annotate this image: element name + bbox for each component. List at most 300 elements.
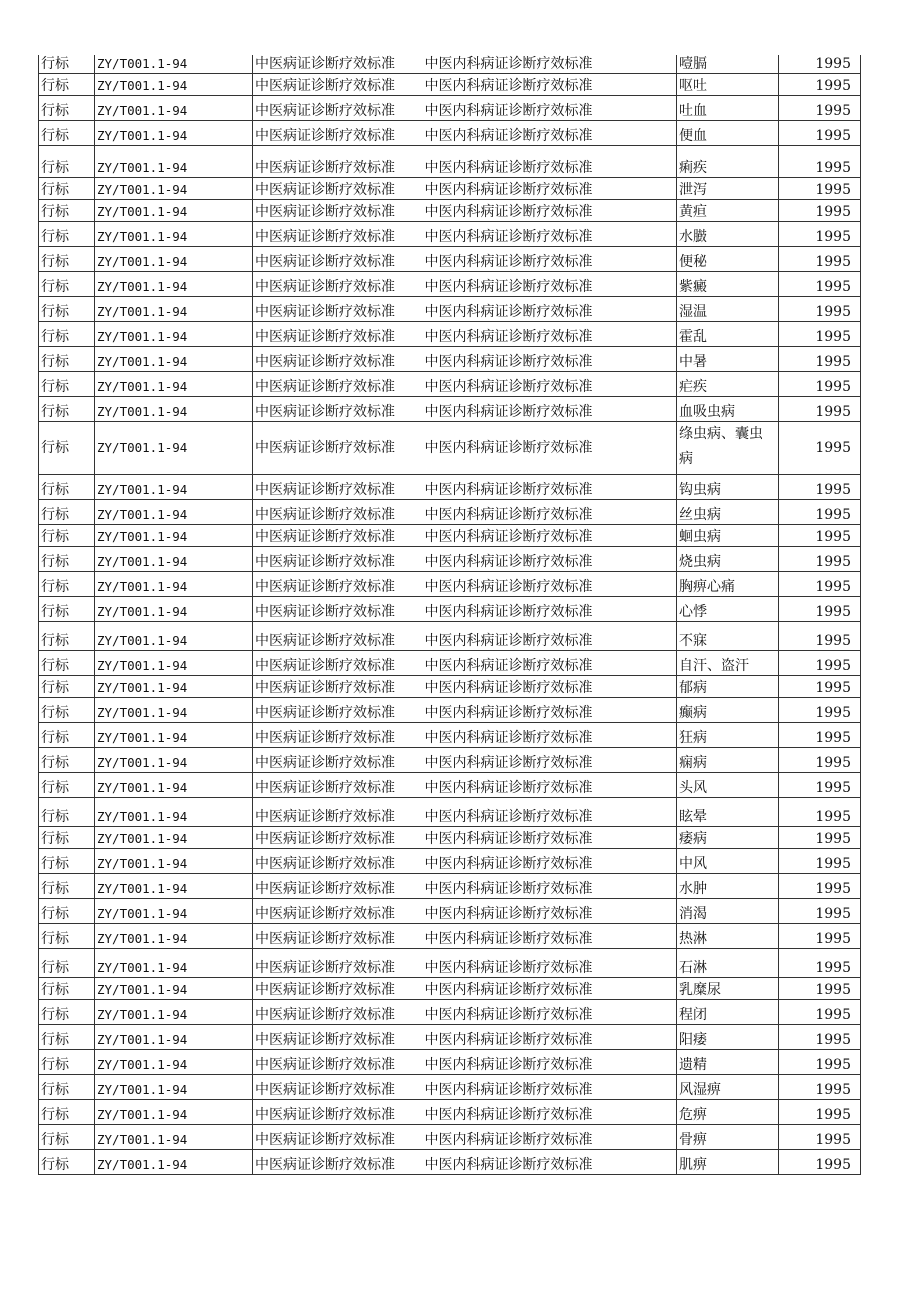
cell-publication: 中医病证诊断疗效标准 bbox=[253, 849, 419, 874]
table-row bbox=[39, 874, 861, 899]
cell-year: 1995 bbox=[779, 572, 861, 597]
cell-year: 1995 bbox=[779, 899, 861, 924]
cell-publication: 中医病证诊断疗效标准 bbox=[253, 827, 419, 849]
table-row bbox=[39, 676, 861, 698]
cell-code: ZY/T001.1-94 bbox=[95, 372, 253, 397]
table-row bbox=[39, 96, 861, 121]
cell-year: 1995 bbox=[779, 1150, 861, 1175]
cell-publication: 中医病证诊断疗效标准 bbox=[253, 372, 419, 397]
cell-type: 行标 bbox=[39, 748, 95, 773]
cell-code: ZY/T001.1-94 bbox=[95, 1050, 253, 1075]
cell-disease: 心悸 bbox=[677, 597, 779, 622]
cell-disease: 头风 bbox=[677, 773, 779, 798]
table-row bbox=[39, 146, 861, 178]
cell-disease: 钩虫病 bbox=[677, 475, 779, 500]
table-row bbox=[39, 651, 861, 676]
cell-year: 1995 bbox=[779, 422, 861, 475]
cell-code: ZY/T001.1-94 bbox=[95, 55, 253, 74]
cell-subtitle: 中医内科病证诊断疗效标准 bbox=[419, 272, 677, 297]
table-row bbox=[39, 622, 861, 651]
cell-publication: 中医病证诊断疗效标准 bbox=[253, 899, 419, 924]
cell-type: 行标 bbox=[39, 597, 95, 622]
cell-code: ZY/T001.1-94 bbox=[95, 924, 253, 949]
cell-publication: 中医病证诊断疗效标准 bbox=[253, 222, 419, 247]
cell-code: ZY/T001.1-94 bbox=[95, 651, 253, 676]
cell-publication: 中医病证诊断疗效标准 bbox=[253, 949, 419, 978]
cell-year: 1995 bbox=[779, 849, 861, 874]
cell-type: 行标 bbox=[39, 272, 95, 297]
cell-disease: 阳痿 bbox=[677, 1025, 779, 1050]
cell-type: 行标 bbox=[39, 322, 95, 347]
cell-type: 行标 bbox=[39, 978, 95, 1000]
cell-disease: 骨痹 bbox=[677, 1125, 779, 1150]
cell-disease: 霍乱 bbox=[677, 322, 779, 347]
cell-subtitle: 中医内科病证诊断疗效标准 bbox=[419, 1100, 677, 1125]
cell-year: 1995 bbox=[779, 347, 861, 372]
cell-disease: 黄疸 bbox=[677, 200, 779, 222]
table-row bbox=[39, 1050, 861, 1075]
cell-code: ZY/T001.1-94 bbox=[95, 247, 253, 272]
cell-year: 1995 bbox=[779, 322, 861, 347]
cell-type: 行标 bbox=[39, 297, 95, 322]
cell-disease: 吐血 bbox=[677, 96, 779, 121]
table-row bbox=[39, 547, 861, 572]
table-row bbox=[39, 1075, 861, 1100]
cell-year: 1995 bbox=[779, 178, 861, 200]
cell-disease: 丝虫病 bbox=[677, 500, 779, 525]
cell-subtitle: 中医内科病证诊断疗效标准 bbox=[419, 1125, 677, 1150]
cell-year: 1995 bbox=[779, 874, 861, 899]
cell-disease: 石淋 bbox=[677, 949, 779, 978]
cell-year: 1995 bbox=[779, 827, 861, 849]
cell-type: 行标 bbox=[39, 96, 95, 121]
cell-type: 行标 bbox=[39, 1125, 95, 1150]
cell-publication: 中医病证诊断疗效标准 bbox=[253, 1125, 419, 1150]
cell-publication: 中医病证诊断疗效标准 bbox=[253, 525, 419, 547]
cell-code: ZY/T001.1-94 bbox=[95, 827, 253, 849]
cell-subtitle: 中医内科病证诊断疗效标准 bbox=[419, 949, 677, 978]
table-row bbox=[39, 247, 861, 272]
cell-disease: 消渴 bbox=[677, 899, 779, 924]
cell-type: 行标 bbox=[39, 651, 95, 676]
cell-type: 行标 bbox=[39, 1025, 95, 1050]
cell-disease: 水臌 bbox=[677, 222, 779, 247]
cell-disease: 癫病 bbox=[677, 698, 779, 723]
table-row bbox=[39, 1150, 861, 1175]
cell-publication: 中医病证诊断疗效标准 bbox=[253, 121, 419, 146]
cell-code: ZY/T001.1-94 bbox=[95, 798, 253, 827]
cell-subtitle: 中医内科病证诊断疗效标准 bbox=[419, 397, 677, 422]
table-row bbox=[39, 397, 861, 422]
cell-type: 行标 bbox=[39, 500, 95, 525]
standards-table bbox=[38, 55, 861, 1175]
cell-publication: 中医病证诊断疗效标准 bbox=[253, 96, 419, 121]
cell-type: 行标 bbox=[39, 222, 95, 247]
cell-subtitle: 中医内科病证诊断疗效标准 bbox=[419, 723, 677, 748]
cell-code: ZY/T001.1-94 bbox=[95, 676, 253, 698]
table-row bbox=[39, 899, 861, 924]
cell-type: 行标 bbox=[39, 74, 95, 96]
cell-code: ZY/T001.1-94 bbox=[95, 297, 253, 322]
cell-code: ZY/T001.1-94 bbox=[95, 200, 253, 222]
cell-disease: 狂病 bbox=[677, 723, 779, 748]
cell-code: ZY/T001.1-94 bbox=[95, 874, 253, 899]
cell-code: ZY/T001.1-94 bbox=[95, 347, 253, 372]
cell-subtitle: 中医内科病证诊断疗效标准 bbox=[419, 475, 677, 500]
cell-publication: 中医病证诊断疗效标准 bbox=[253, 651, 419, 676]
table-row bbox=[39, 849, 861, 874]
cell-disease: 血吸虫病 bbox=[677, 397, 779, 422]
cell-year: 1995 bbox=[779, 222, 861, 247]
cell-publication: 中医病证诊断疗效标准 bbox=[253, 1000, 419, 1025]
table-row bbox=[39, 698, 861, 723]
table-row bbox=[39, 1125, 861, 1150]
cell-subtitle: 中医内科病证诊断疗效标准 bbox=[419, 874, 677, 899]
cell-type: 行标 bbox=[39, 372, 95, 397]
cell-publication: 中医病证诊断疗效标准 bbox=[253, 297, 419, 322]
cell-type: 行标 bbox=[39, 397, 95, 422]
cell-year: 1995 bbox=[779, 1125, 861, 1150]
cell-subtitle: 中医内科病证诊断疗效标准 bbox=[419, 55, 677, 74]
cell-year: 1995 bbox=[779, 798, 861, 827]
cell-subtitle: 中医内科病证诊断疗效标准 bbox=[419, 297, 677, 322]
cell-subtitle: 中医内科病证诊断疗效标准 bbox=[419, 1150, 677, 1175]
cell-code: ZY/T001.1-94 bbox=[95, 1125, 253, 1150]
table-row bbox=[39, 924, 861, 949]
cell-type: 行标 bbox=[39, 849, 95, 874]
cell-publication: 中医病证诊断疗效标准 bbox=[253, 1150, 419, 1175]
cell-year: 1995 bbox=[779, 475, 861, 500]
cell-disease: 遗精 bbox=[677, 1050, 779, 1075]
cell-publication: 中医病证诊断疗效标准 bbox=[253, 74, 419, 96]
cell-disease: 湿温 bbox=[677, 297, 779, 322]
cell-year: 1995 bbox=[779, 773, 861, 798]
cell-type: 行标 bbox=[39, 525, 95, 547]
cell-type: 行标 bbox=[39, 178, 95, 200]
cell-publication: 中医病证诊断疗效标准 bbox=[253, 146, 419, 178]
cell-disease: 痫病 bbox=[677, 748, 779, 773]
cell-year: 1995 bbox=[779, 676, 861, 698]
cell-disease: 不寐 bbox=[677, 622, 779, 651]
cell-disease: 程闭 bbox=[677, 1000, 779, 1025]
cell-disease: 痿病 bbox=[677, 827, 779, 849]
cell-year: 1995 bbox=[779, 372, 861, 397]
cell-type: 行标 bbox=[39, 121, 95, 146]
cell-code: ZY/T001.1-94 bbox=[95, 322, 253, 347]
cell-code: ZY/T001.1-94 bbox=[95, 597, 253, 622]
cell-code: ZY/T001.1-94 bbox=[95, 949, 253, 978]
cell-code: ZY/T001.1-94 bbox=[95, 500, 253, 525]
cell-publication: 中医病证诊断疗效标准 bbox=[253, 272, 419, 297]
cell-subtitle: 中医内科病证诊断疗效标准 bbox=[419, 500, 677, 525]
cell-type: 行标 bbox=[39, 1075, 95, 1100]
cell-code: ZY/T001.1-94 bbox=[95, 698, 253, 723]
cell-code: ZY/T001.1-94 bbox=[95, 475, 253, 500]
table-row bbox=[39, 748, 861, 773]
cell-code: ZY/T001.1-94 bbox=[95, 547, 253, 572]
cell-subtitle: 中医内科病证诊断疗效标准 bbox=[419, 178, 677, 200]
cell-disease: 中暑 bbox=[677, 347, 779, 372]
cell-disease: 眩晕 bbox=[677, 798, 779, 827]
cell-code: ZY/T001.1-94 bbox=[95, 1025, 253, 1050]
cell-disease: 绦虫病、囊虫病 bbox=[677, 422, 779, 475]
cell-subtitle: 中医内科病证诊断疗效标准 bbox=[419, 422, 677, 475]
cell-subtitle: 中医内科病证诊断疗效标准 bbox=[419, 651, 677, 676]
cell-disease: 疟疾 bbox=[677, 372, 779, 397]
cell-disease: 便血 bbox=[677, 121, 779, 146]
cell-subtitle: 中医内科病证诊断疗效标准 bbox=[419, 1025, 677, 1050]
cell-publication: 中医病证诊断疗效标准 bbox=[253, 178, 419, 200]
cell-year: 1995 bbox=[779, 121, 861, 146]
cell-type: 行标 bbox=[39, 146, 95, 178]
cell-year: 1995 bbox=[779, 74, 861, 96]
cell-year: 1995 bbox=[779, 146, 861, 178]
cell-publication: 中医病证诊断疗效标准 bbox=[253, 924, 419, 949]
cell-disease: 水肿 bbox=[677, 874, 779, 899]
cell-subtitle: 中医内科病证诊断疗效标准 bbox=[419, 146, 677, 178]
table-row bbox=[39, 347, 861, 372]
cell-type: 行标 bbox=[39, 347, 95, 372]
cell-publication: 中医病证诊断疗效标准 bbox=[253, 247, 419, 272]
cell-type: 行标 bbox=[39, 247, 95, 272]
cell-year: 1995 bbox=[779, 525, 861, 547]
cell-year: 1995 bbox=[779, 272, 861, 297]
table-row bbox=[39, 500, 861, 525]
table-row bbox=[39, 272, 861, 297]
cell-type: 行标 bbox=[39, 827, 95, 849]
cell-type: 行标 bbox=[39, 55, 95, 74]
cell-year: 1995 bbox=[779, 698, 861, 723]
table-row bbox=[39, 978, 861, 1000]
cell-publication: 中医病证诊断疗效标准 bbox=[253, 500, 419, 525]
cell-code: ZY/T001.1-94 bbox=[95, 146, 253, 178]
cell-code: ZY/T001.1-94 bbox=[95, 572, 253, 597]
cell-publication: 中医病证诊断疗效标准 bbox=[253, 547, 419, 572]
cell-type: 行标 bbox=[39, 949, 95, 978]
cell-subtitle: 中医内科病证诊断疗效标准 bbox=[419, 1000, 677, 1025]
cell-type: 行标 bbox=[39, 798, 95, 827]
table-row bbox=[39, 827, 861, 849]
table-row bbox=[39, 222, 861, 247]
cell-subtitle: 中医内科病证诊断疗效标准 bbox=[419, 121, 677, 146]
cell-subtitle: 中医内科病证诊断疗效标准 bbox=[419, 96, 677, 121]
table-row bbox=[39, 121, 861, 146]
cell-publication: 中医病证诊断疗效标准 bbox=[253, 798, 419, 827]
table-row bbox=[39, 525, 861, 547]
cell-disease: 自汗、盗汗 bbox=[677, 651, 779, 676]
cell-subtitle: 中医内科病证诊断疗效标准 bbox=[419, 597, 677, 622]
cell-type: 行标 bbox=[39, 924, 95, 949]
cell-publication: 中医病证诊断疗效标准 bbox=[253, 1025, 419, 1050]
table-row bbox=[39, 723, 861, 748]
table-row bbox=[39, 1025, 861, 1050]
table-row bbox=[39, 74, 861, 96]
cell-disease: 风湿痹 bbox=[677, 1075, 779, 1100]
cell-year: 1995 bbox=[779, 1000, 861, 1025]
cell-subtitle: 中医内科病证诊断疗效标准 bbox=[419, 827, 677, 849]
table-row bbox=[39, 798, 861, 827]
table-row bbox=[39, 572, 861, 597]
cell-publication: 中医病证诊断疗效标准 bbox=[253, 597, 419, 622]
cell-year: 1995 bbox=[779, 55, 861, 74]
cell-year: 1995 bbox=[779, 1050, 861, 1075]
cell-subtitle: 中医内科病证诊断疗效标准 bbox=[419, 773, 677, 798]
table-row bbox=[39, 178, 861, 200]
cell-subtitle: 中医内科病证诊断疗效标准 bbox=[419, 525, 677, 547]
cell-publication: 中医病证诊断疗效标准 bbox=[253, 1050, 419, 1075]
cell-publication: 中医病证诊断疗效标准 bbox=[253, 723, 419, 748]
cell-publication: 中医病证诊断疗效标准 bbox=[253, 322, 419, 347]
table-row bbox=[39, 773, 861, 798]
cell-subtitle: 中医内科病证诊断疗效标准 bbox=[419, 347, 677, 372]
cell-code: ZY/T001.1-94 bbox=[95, 222, 253, 247]
cell-subtitle: 中医内科病证诊断疗效标准 bbox=[419, 849, 677, 874]
cell-publication: 中医病证诊断疗效标准 bbox=[253, 347, 419, 372]
cell-year: 1995 bbox=[779, 397, 861, 422]
cell-type: 行标 bbox=[39, 422, 95, 475]
cell-subtitle: 中医内科病证诊断疗效标准 bbox=[419, 798, 677, 827]
cell-year: 1995 bbox=[779, 200, 861, 222]
cell-disease: 烧虫病 bbox=[677, 547, 779, 572]
table-row bbox=[39, 297, 861, 322]
cell-disease: 噎膈 bbox=[677, 55, 779, 74]
cell-publication: 中医病证诊断疗效标准 bbox=[253, 1100, 419, 1125]
cell-year: 1995 bbox=[779, 924, 861, 949]
cell-disease: 胸痹心痛 bbox=[677, 572, 779, 597]
cell-code: ZY/T001.1-94 bbox=[95, 397, 253, 422]
cell-disease: 郁病 bbox=[677, 676, 779, 698]
cell-publication: 中医病证诊断疗效标准 bbox=[253, 773, 419, 798]
cell-publication: 中医病证诊断疗效标准 bbox=[253, 676, 419, 698]
cell-type: 行标 bbox=[39, 874, 95, 899]
cell-code: ZY/T001.1-94 bbox=[95, 178, 253, 200]
cell-code: ZY/T001.1-94 bbox=[95, 525, 253, 547]
cell-publication: 中医病证诊断疗效标准 bbox=[253, 475, 419, 500]
cell-type: 行标 bbox=[39, 899, 95, 924]
cell-disease: 痢疾 bbox=[677, 146, 779, 178]
cell-type: 行标 bbox=[39, 1000, 95, 1025]
table-row bbox=[39, 949, 861, 978]
cell-year: 1995 bbox=[779, 96, 861, 121]
cell-type: 行标 bbox=[39, 572, 95, 597]
cell-subtitle: 中医内科病证诊断疗效标准 bbox=[419, 899, 677, 924]
cell-year: 1995 bbox=[779, 500, 861, 525]
cell-subtitle: 中医内科病证诊断疗效标准 bbox=[419, 74, 677, 96]
table-row bbox=[39, 55, 861, 74]
cell-subtitle: 中医内科病证诊断疗效标准 bbox=[419, 200, 677, 222]
cell-code: ZY/T001.1-94 bbox=[95, 1150, 253, 1175]
cell-disease: 便秘 bbox=[677, 247, 779, 272]
cell-code: ZY/T001.1-94 bbox=[95, 899, 253, 924]
cell-type: 行标 bbox=[39, 547, 95, 572]
cell-year: 1995 bbox=[779, 978, 861, 1000]
cell-subtitle: 中医内科病证诊断疗效标准 bbox=[419, 622, 677, 651]
table-row bbox=[39, 597, 861, 622]
cell-disease: 泄泻 bbox=[677, 178, 779, 200]
cell-code: ZY/T001.1-94 bbox=[95, 422, 253, 475]
cell-code: ZY/T001.1-94 bbox=[95, 773, 253, 798]
cell-year: 1995 bbox=[779, 547, 861, 572]
cell-year: 1995 bbox=[779, 723, 861, 748]
cell-disease: 紫癜 bbox=[677, 272, 779, 297]
cell-code: ZY/T001.1-94 bbox=[95, 74, 253, 96]
cell-disease: 热淋 bbox=[677, 924, 779, 949]
cell-publication: 中医病证诊断疗效标准 bbox=[253, 698, 419, 723]
table-row bbox=[39, 1000, 861, 1025]
cell-subtitle: 中医内科病证诊断疗效标准 bbox=[419, 322, 677, 347]
cell-year: 1995 bbox=[779, 949, 861, 978]
cell-code: ZY/T001.1-94 bbox=[95, 849, 253, 874]
cell-type: 行标 bbox=[39, 698, 95, 723]
cell-year: 1995 bbox=[779, 748, 861, 773]
cell-subtitle: 中医内科病证诊断疗效标准 bbox=[419, 1050, 677, 1075]
cell-disease: 蛔虫病 bbox=[677, 525, 779, 547]
cell-code: ZY/T001.1-94 bbox=[95, 622, 253, 651]
cell-type: 行标 bbox=[39, 676, 95, 698]
cell-publication: 中医病证诊断疗效标准 bbox=[253, 422, 419, 475]
table-body bbox=[39, 55, 861, 1175]
cell-code: ZY/T001.1-94 bbox=[95, 272, 253, 297]
cell-subtitle: 中医内科病证诊断疗效标准 bbox=[419, 748, 677, 773]
cell-type: 行标 bbox=[39, 475, 95, 500]
cell-year: 1995 bbox=[779, 1100, 861, 1125]
cell-year: 1995 bbox=[779, 1075, 861, 1100]
cell-year: 1995 bbox=[779, 1025, 861, 1050]
table-row bbox=[39, 475, 861, 500]
cell-publication: 中医病证诊断疗效标准 bbox=[253, 622, 419, 651]
cell-subtitle: 中医内科病证诊断疗效标准 bbox=[419, 247, 677, 272]
cell-publication: 中医病证诊断疗效标准 bbox=[253, 397, 419, 422]
cell-publication: 中医病证诊断疗效标准 bbox=[253, 1075, 419, 1100]
cell-code: ZY/T001.1-94 bbox=[95, 978, 253, 1000]
cell-disease: 呕吐 bbox=[677, 74, 779, 96]
cell-subtitle: 中医内科病证诊断疗效标准 bbox=[419, 572, 677, 597]
cell-year: 1995 bbox=[779, 247, 861, 272]
cell-code: ZY/T001.1-94 bbox=[95, 1100, 253, 1125]
cell-subtitle: 中医内科病证诊断疗效标准 bbox=[419, 372, 677, 397]
cell-publication: 中医病证诊断疗效标准 bbox=[253, 200, 419, 222]
cell-code: ZY/T001.1-94 bbox=[95, 748, 253, 773]
cell-subtitle: 中医内科病证诊断疗效标准 bbox=[419, 698, 677, 723]
cell-publication: 中医病证诊断疗效标准 bbox=[253, 572, 419, 597]
cell-code: ZY/T001.1-94 bbox=[95, 121, 253, 146]
cell-type: 行标 bbox=[39, 1050, 95, 1075]
table-row bbox=[39, 422, 861, 475]
cell-type: 行标 bbox=[39, 723, 95, 748]
table-row bbox=[39, 200, 861, 222]
cell-year: 1995 bbox=[779, 622, 861, 651]
cell-publication: 中医病证诊断疗效标准 bbox=[253, 874, 419, 899]
cell-disease: 肌痹 bbox=[677, 1150, 779, 1175]
cell-subtitle: 中医内科病证诊断疗效标准 bbox=[419, 222, 677, 247]
cell-year: 1995 bbox=[779, 651, 861, 676]
cell-type: 行标 bbox=[39, 773, 95, 798]
cell-type: 行标 bbox=[39, 1100, 95, 1125]
cell-subtitle: 中医内科病证诊断疗效标准 bbox=[419, 1075, 677, 1100]
cell-subtitle: 中医内科病证诊断疗效标准 bbox=[419, 547, 677, 572]
table-row bbox=[39, 372, 861, 397]
cell-year: 1995 bbox=[779, 597, 861, 622]
cell-code: ZY/T001.1-94 bbox=[95, 723, 253, 748]
cell-year: 1995 bbox=[779, 297, 861, 322]
cell-subtitle: 中医内科病证诊断疗效标准 bbox=[419, 676, 677, 698]
cell-publication: 中医病证诊断疗效标准 bbox=[253, 55, 419, 74]
cell-type: 行标 bbox=[39, 200, 95, 222]
cell-disease: 乳糜尿 bbox=[677, 978, 779, 1000]
table-row bbox=[39, 322, 861, 347]
cell-code: ZY/T001.1-94 bbox=[95, 1075, 253, 1100]
cell-subtitle: 中医内科病证诊断疗效标准 bbox=[419, 924, 677, 949]
